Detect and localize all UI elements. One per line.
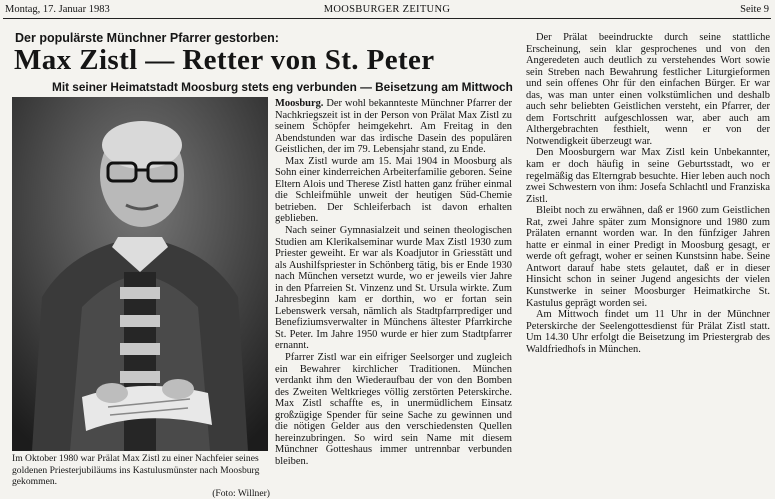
newspaper-name: MOOSBURGER ZEITUNG (323, 4, 451, 15)
article-column-2 (526, 32, 770, 408)
paragraph: Nach seiner Gymnasialzeit und seinen theologischen Studien am Klerikalseminar wurde Max Zistl 1930 zum Priester geweiht. Er war als Koadjutor in Griesstätt und als Aushilfspriester in Schönberg tätig, bis er Ende 1930 nach München versetzt wurde, wo er jeweils vier Jahre in den Pfarreien St. Vinzenz und St. Ursula wirkte. Zum Jahresbeginn kam er dorthin, wo er fortan sein Lebenswerk versah, nämlich als Stadtpfarrprediger und Benefiziumsverwalter in Münchens ältester Pfarrkirche St. Peter. Im Jahre 1950 wurde er hier zum Stadtpfarrer ernannt. (275, 225, 512, 352)
paragraph: Der Prälat beeindruckte durch seine stattliche Erscheinung, sein klar gesprochenes und von den Angeredeten auch deutlich zu verstehendes Wort sowie sein Streben nach Bewahrung festlicher Liturgieformen und sein offenes Ohr für den einfachen Bürger. Er war das, was man unter einen volkstümlichen und deshalb auch sehr beliebten Geistlichen versteht, ein Pfarrer, der dem Fortschritt aufgeschlossen war, aber auch am Althergebrachten festhielt, wenn er von der Notwendigkeit überzeugt war. (526, 32, 770, 147)
caption-text: Im Oktober 1980 war Prälat Max Zistl zu einer Nachfeier seines goldenen Priesterjubiläums ins Kastulusmünster nach Moosburg gekommen. (12, 453, 260, 487)
article-headline: Max Zistl — Retter von St. Peter (14, 44, 435, 76)
article-subhead: Mit seiner Heimatstadt Moosburg stets eng verbunden — Beisetzung am Mittwoch (52, 80, 513, 94)
priest-photo (12, 97, 268, 451)
photo-caption (12, 453, 270, 499)
photo-credit: (Foto: Willner) (212, 487, 270, 499)
article-kicker: Der populärste Münchner Pfarrer gestorben: (15, 31, 279, 45)
issue-date: Montag, 17. Januar 1983 (5, 4, 110, 15)
paragraph: Am Mittwoch findet um 11 Uhr in der Münchner Peterskirche der Seelengottesdienst für Prälat Zistl statt. Um 14.30 Uhr erfolgt die Beisetzung im Priestergrab des Waldfriedhofs in München. (526, 309, 770, 355)
page-header (3, 3, 771, 17)
paragraph: Bleibt noch zu erwähnen, daß er 1960 zum Geistlichen Rat, zwei Jahre später zum Monsignore und 1980 zum Prälaten ernannt worden war. In den fünfziger Jahren hatte er einmal in einer Predigt in Moosburg gesagt, er werde oft gefragt, woher er seinen Kunstsinn habe. Seine Antwort darauf habe stets gelautet, daß er in dieser Hinsicht schon in seiner Jugend angesichts der vielen Kunstwerke in seiner Moosburger Heimatkirche St. Kastulus geprägt worden sei. (526, 205, 770, 309)
paragraph: Pfarrer Zistl war ein eifriger Seelsorger und zugleich ein Bewahrer kirchlicher Traditionen. München verdankt ihm den Wiederaufbau der von den Bomben des Zweiten Weltkrieges völlig zerstörten Peterskirche. Max Zistl schaffte es, in unermüdlichem Einsatz großzügige Spender für seine Sache zu gewinnen und die nötigen Gelder aus den verschiedensten Quellen hereinzubringen. So wird sein Name mit diesem Münchner Gotteshaus immer untrennbar verbunden bleiben. (275, 352, 512, 467)
dateline: Moosburg. (275, 98, 324, 109)
paragraph (275, 98, 512, 156)
paragraph: Max Zistl wurde am 15. Mai 1904 in Moosburg als Sohn einer kinderreichen Arbeiterfamilie geboren. Seine Eltern Alois und Therese Zistl hatten ganz früher einmal die Schleifmühle unweit der heutigen Süd-Chemie betrieben. Der Schleiferbach ist davon erhalten geblieben. (275, 155, 512, 225)
paragraph: Den Moosburgern war Max Zistl kein Unbekannter, kam er doch häufig in seine Geburtsstadt, wo er regelmäßig das Elterngrab besuchte. Hier leben auch noch zwei Schwestern von ihm: Josefa Schlachtl und Franziska Zistl. (526, 147, 770, 205)
header-rule (3, 18, 771, 19)
article-column-1 (275, 98, 512, 496)
page-number: Seite 9 (740, 4, 769, 15)
paragraph-text: Der wohl bekannteste Münchner Pfarrer der Nachkriegszeit ist in der Person von Prälat Max Zistl zu seinem Schöpfer heimgekehrt. Am Freitag in den Abendstunden war das irdische Dasein des populären Geistlichen, der im 79. Lebensjahr stand, zu Ende. (275, 98, 512, 156)
